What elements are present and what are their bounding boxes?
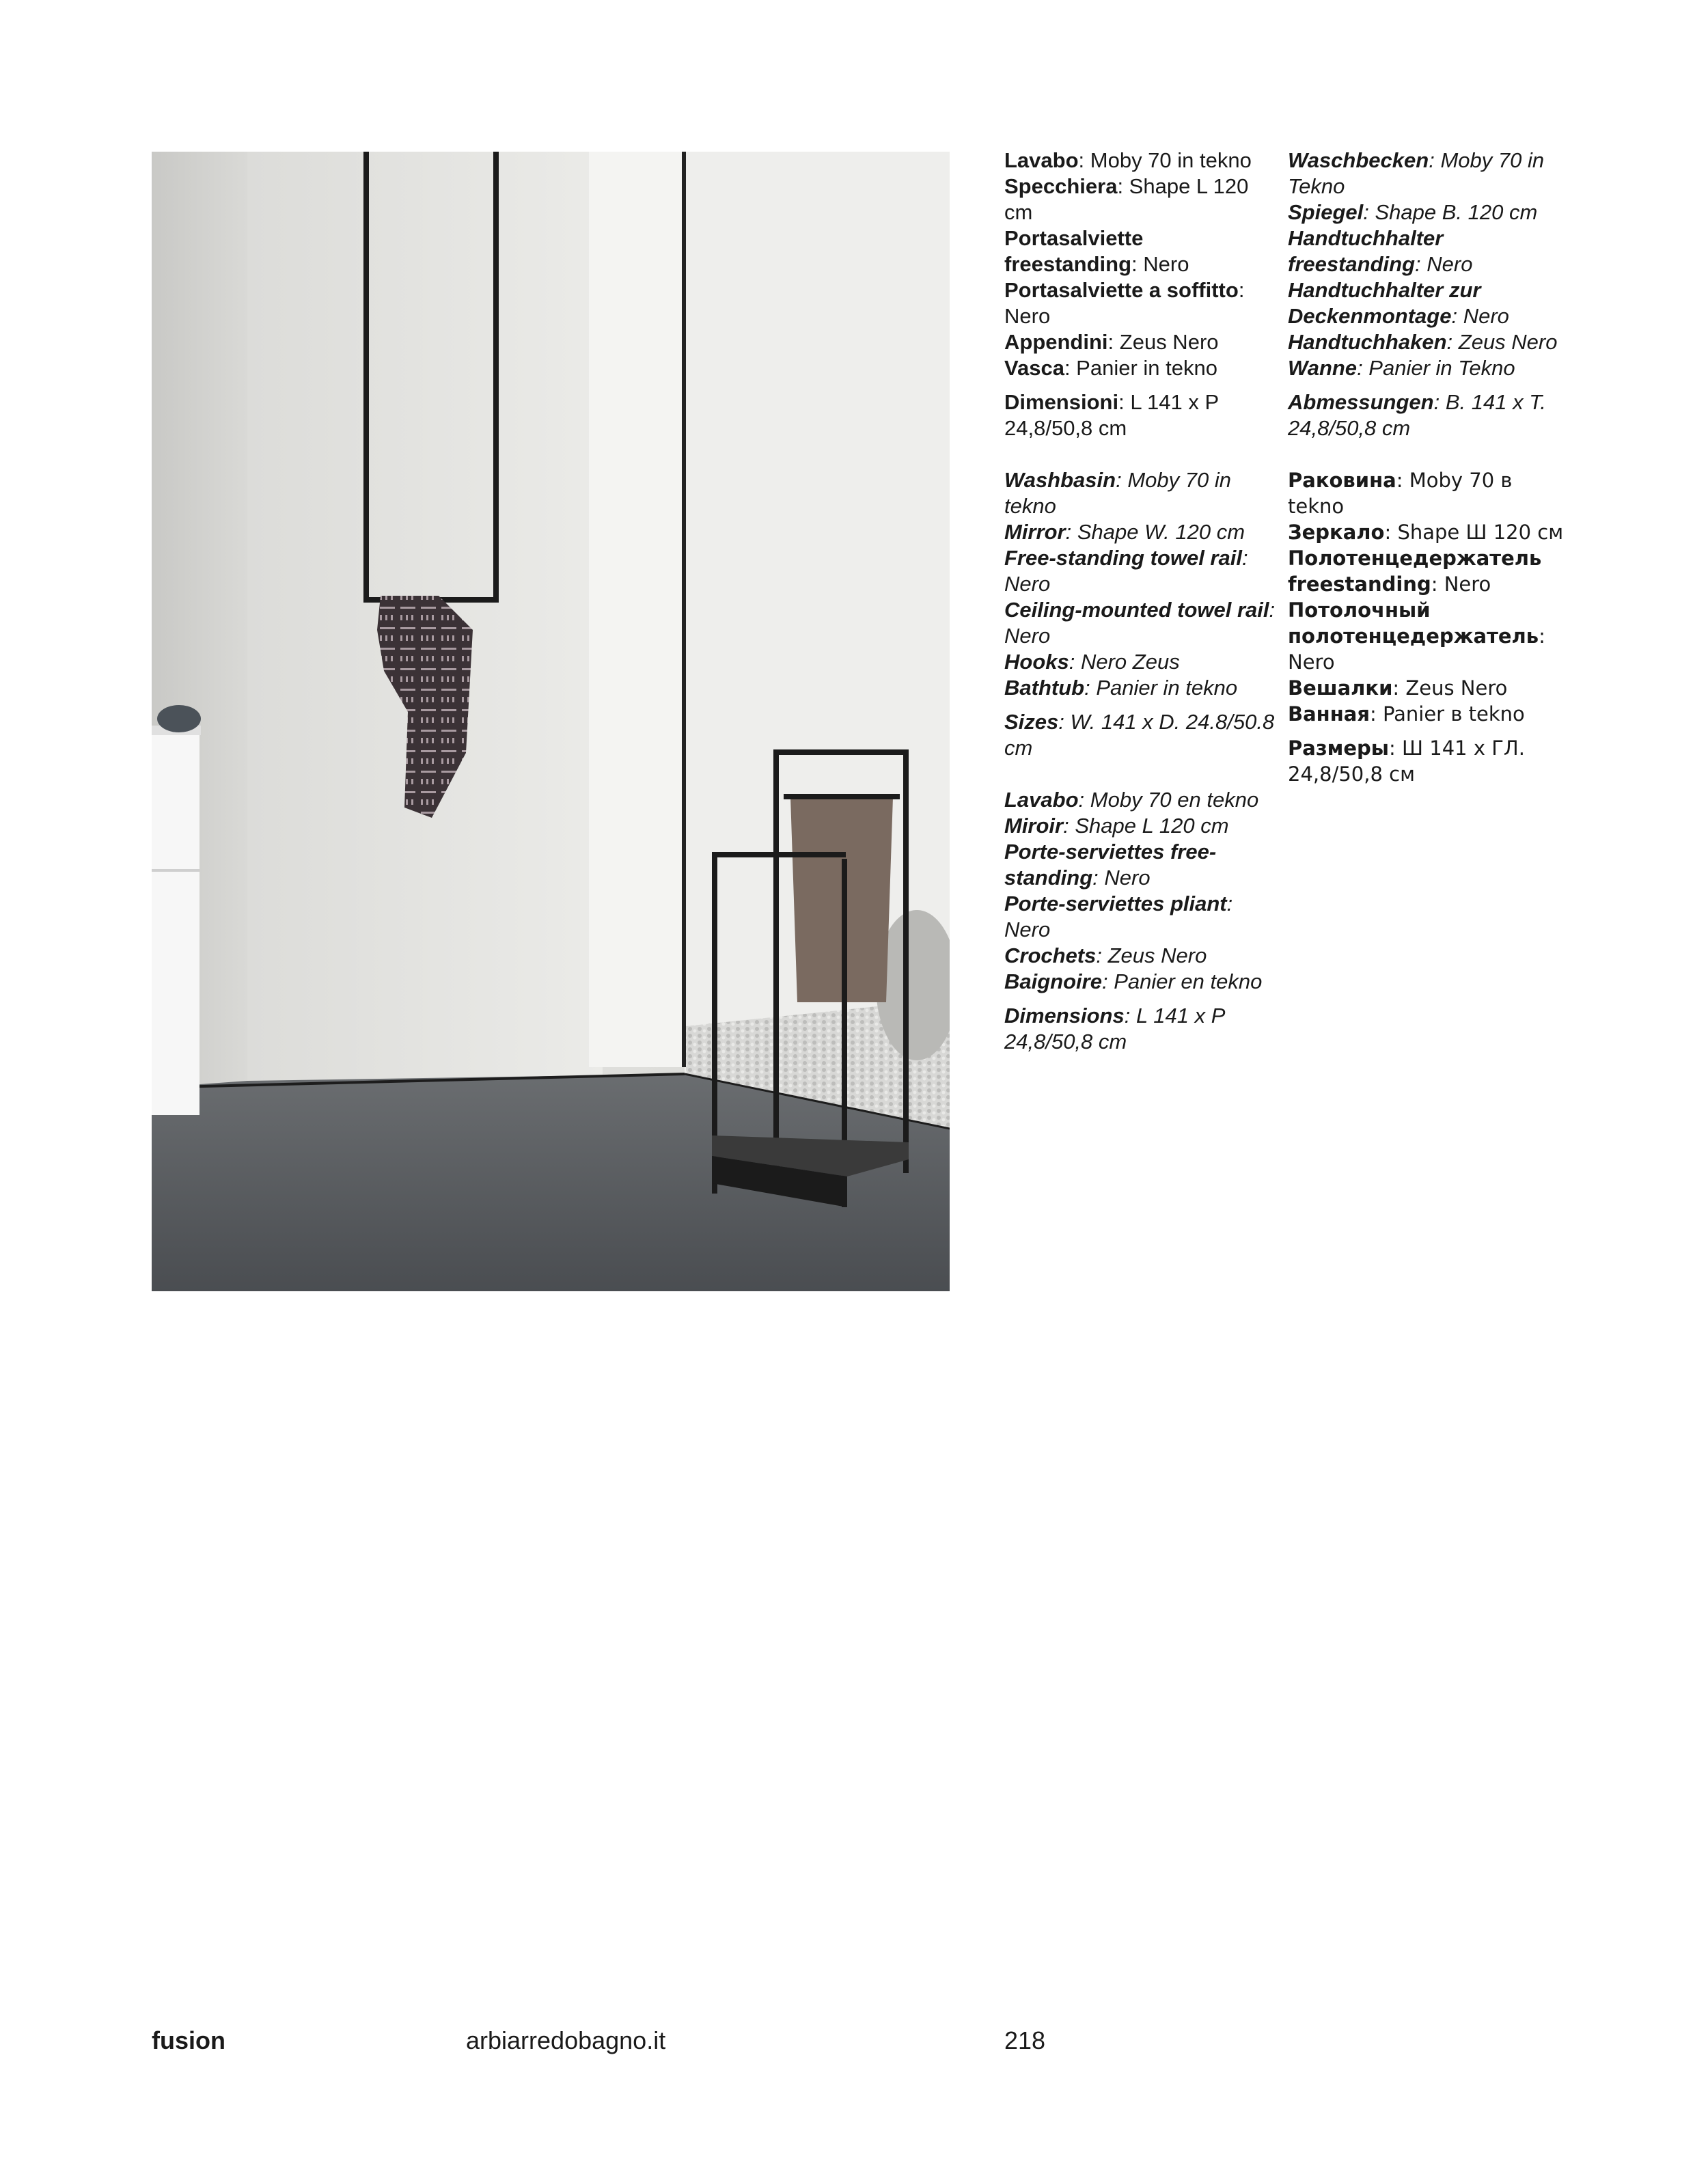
footer-collection-name: fusion [152,2026,225,2054]
spec-line: Crochets: Zeus Nero [1004,943,1207,967]
spec-line: Handtuchhaken: Zeus Nero [1288,330,1558,354]
spec-line: Handtuchhalter freestanding: Nero [1288,226,1473,276]
spec-line: Porte-serviettes pliant: Nero [1004,892,1233,941]
spec-line: Hooks: Nero Zeus [1004,650,1180,674]
spec-dimensions: Abmessungen: B. 141 x T. 24,8/50,8 cm [1288,390,1546,440]
spec-line: Mirror: Shape W. 120 cm [1004,520,1245,544]
spec-line: Porte-serviettes free-standing: Nero [1004,840,1217,890]
spec-line: Зеркало: Shape Ш 120 см [1288,521,1564,544]
spec-dimensions: Dimensions: L 141 x P 24,8/50,8 cm [1004,1004,1225,1053]
spec-line: Handtuchhalter zur Deckenmontage: Nero [1288,278,1509,328]
product-photo [152,152,950,1291]
spec-line: Appendini: Zeus Nero [1004,330,1219,354]
spec-line: Wanne: Panier in Tekno [1288,356,1515,380]
specs-russian [1288,467,1568,787]
footer-website[interactable]: arbiarredobagno.it [466,2026,666,2054]
spec-dimensions: Dimensioni: L 141 x P 24,8/50,8 cm [1004,390,1219,440]
spec-line: Washbasin: Moby 70 in tekno [1004,468,1231,518]
spec-dimensions: Sizes: W. 141 x D. 24.8/50.8 cm [1004,710,1275,760]
spec-line: Полотенцедержатель freestanding: Nero [1288,547,1542,596]
specs-column-left [1004,148,1278,1081]
spec-line: Lavabo: Moby 70 in tekno [1004,148,1252,172]
spec-line: Portasalviette freestanding: Nero [1004,226,1189,276]
spec-line: Вешалки: Zeus Nero [1288,676,1508,700]
spec-line: Free-standing towel rail: Nero [1004,546,1248,596]
spec-dimensions: Размеры: Ш 141 x ГЛ. 24,8/50,8 см [1288,736,1525,786]
spec-line: Baignoire: Panier en tekno [1004,969,1263,993]
spec-line: Portasalviette a soffitto: Nero [1004,278,1245,328]
spec-line: Lavabo: Moby 70 en tekno [1004,788,1259,812]
specs-french [1004,787,1278,1055]
spec-line: Ванная: Panier в tekno [1288,702,1525,726]
specs-italian [1004,148,1278,441]
specs-english [1004,467,1278,761]
spec-line: Раковина: Moby 70 в tekno [1288,469,1513,518]
specs-column-right [1288,148,1568,813]
spec-line: Ceiling-mounted towel rail: Nero [1004,598,1276,648]
spec-line: Bathtub: Panier in tekno [1004,676,1238,700]
spec-line: Waschbecken: Moby 70 in Tekno [1288,148,1545,198]
page-number: 218 [1004,2026,1046,2054]
specs-german [1288,148,1568,441]
spec-line: Потолочный полотенцедержатель: Nero [1288,598,1545,674]
spec-line: Miroir: Shape L 120 cm [1004,814,1229,838]
spec-line: Spiegel: Shape B. 120 cm [1288,200,1538,224]
spec-line: Specchiera: Shape L 120 cm [1004,174,1249,224]
spec-line: Vasca: Panier in tekno [1004,356,1217,380]
